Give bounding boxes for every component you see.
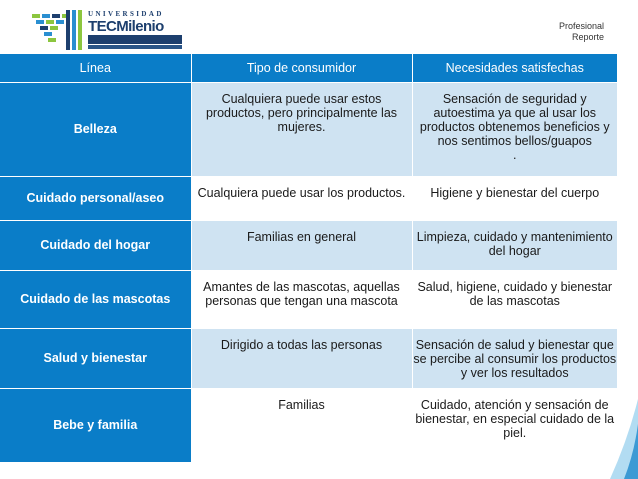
cell-linea: Salud y bienestar	[0, 328, 191, 388]
brand-band	[88, 35, 182, 44]
table-row	[0, 82, 617, 176]
cell-consumidor: Familias en general	[191, 220, 412, 270]
cell-consumidor: Cualquiera puede usar estos productos, pero principalmente las mujeres.	[191, 82, 412, 176]
cell-consumidor: Familias	[191, 388, 412, 462]
cell-linea: Cuidado de las mascotas	[0, 270, 191, 328]
cell-necesidades: Sensación de salud y bienestar que se percibe al consumir los productos y ver los resultados	[412, 328, 617, 388]
cell-necesidades: Limpieza, cuidado y mantenimiento del hogar	[412, 220, 617, 270]
column-header-necesidades: Necesidades satisfechas	[412, 54, 617, 82]
header-line-reporte: Reporte	[571, 32, 604, 42]
column-header-consumidor: Tipo de consumidor	[191, 54, 412, 82]
table-row	[0, 220, 617, 270]
table-row	[0, 328, 617, 388]
cell-necesidades: Sensación de seguridad y autoestima ya que al usar los productos obtenemos beneficios y nos sentimos bellos/guapos .	[412, 82, 617, 176]
table-header-row	[0, 54, 617, 82]
cell-consumidor: Dirigido a todas las personas	[191, 328, 412, 388]
corner-decoration-icon	[598, 399, 638, 479]
cell-necesidades: Cuidado, atención y sensación de bienestar, en especial cuidado de la piel.	[412, 388, 617, 462]
document-header-right	[559, 21, 604, 43]
cell-linea: Cuidado personal/aseo	[0, 176, 191, 220]
cell-linea: Cuidado del hogar	[0, 220, 191, 270]
brand-name: TECMilenio	[88, 18, 164, 35]
header-line-profesional: Profesional	[558, 21, 604, 31]
column-header-linea: Línea	[0, 54, 191, 82]
table-row	[0, 388, 617, 462]
cell-linea: Bebe y familia	[0, 388, 191, 462]
logo-wordmark	[88, 10, 184, 49]
cell-necesidades: Higiene y bienestar del cuerpo	[412, 176, 617, 220]
cell-consumidor: Cualquiera puede usar los productos.	[191, 176, 412, 220]
tecmilenio-logo-icon	[30, 8, 86, 52]
product-lines-table	[0, 54, 617, 462]
university-logo	[30, 8, 180, 52]
cell-consumidor: Amantes de las mascotas, aquellas personas que tengan una mascota	[191, 270, 412, 328]
brand-band-lower	[88, 45, 182, 49]
cell-necesidades: Salud, higiene, cuidado y bienestar de las mascotas	[412, 270, 617, 328]
cell-linea: Belleza	[0, 82, 191, 176]
university-label: UNIVERSIDAD	[88, 10, 164, 18]
table-row	[0, 270, 617, 328]
table-row	[0, 176, 617, 220]
